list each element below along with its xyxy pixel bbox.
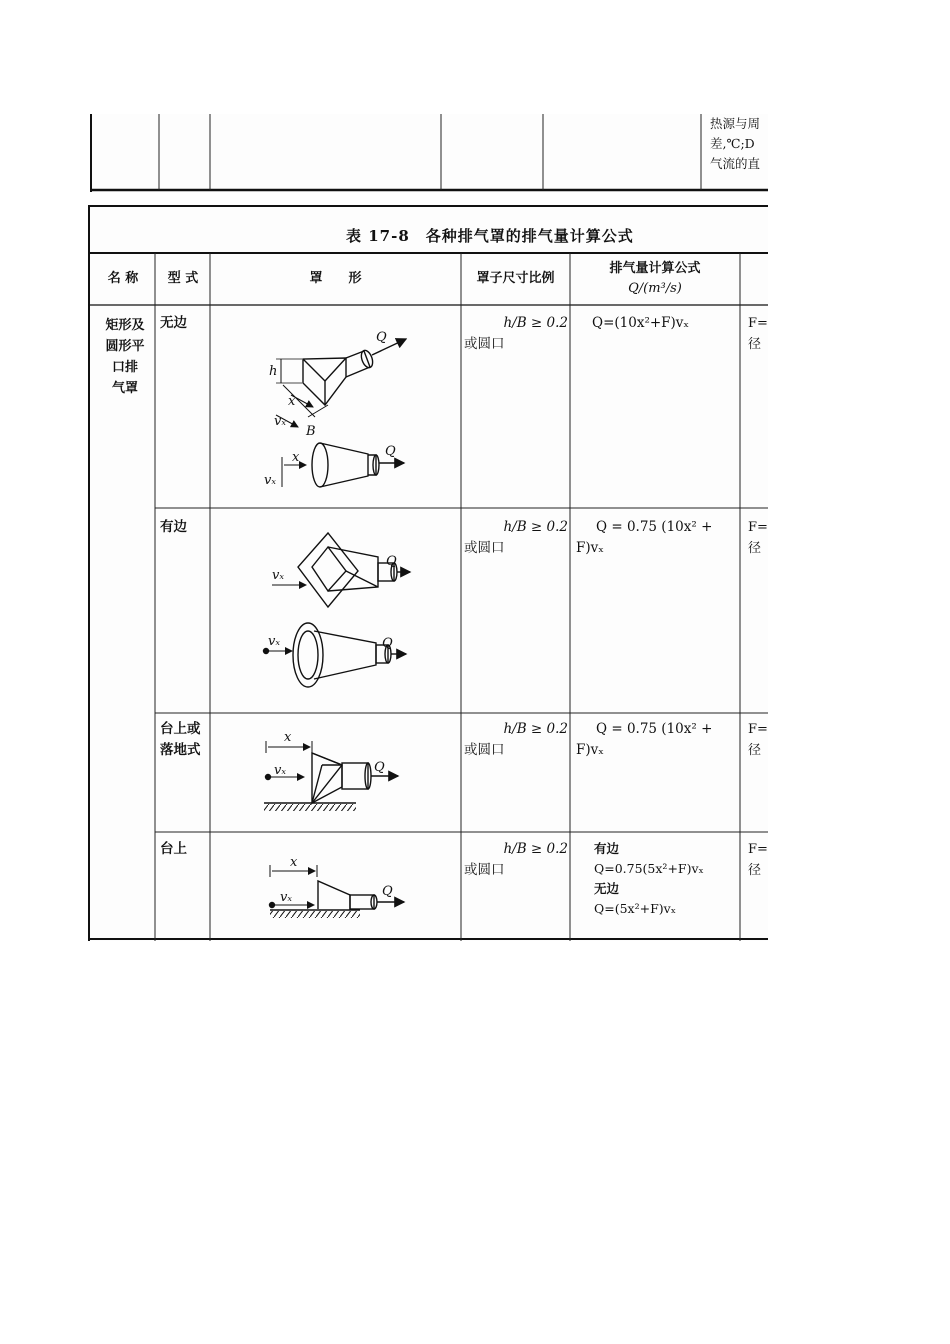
header-formula-line2: Q/(m³/s): [628, 281, 682, 296]
previous-table-grid: [90, 114, 768, 192]
label-vx: vₓ: [264, 473, 276, 488]
label-Q: Q: [385, 444, 396, 459]
cut-line: 径: [748, 541, 762, 556]
formula-line: Q=(10x²+F)vₓ: [592, 315, 690, 331]
label-B: B: [306, 424, 316, 439]
rect-hood-no-flange-diagram: [276, 339, 406, 427]
category-line: 口排: [111, 360, 138, 375]
cut-line: F=: [748, 316, 768, 331]
ratio-line: h/B ≥ 0.2: [503, 721, 568, 737]
exhaust-hood-table: [88, 205, 768, 941]
label-vx: vₓ: [280, 890, 292, 905]
cut-line: F=: [748, 842, 768, 857]
category-line: 矩形及: [105, 318, 145, 333]
label-vx: vₓ: [272, 568, 284, 583]
label-x: x: [288, 394, 296, 409]
round-hood-with-flange-diagram: [264, 623, 407, 687]
cut-line: F=: [748, 520, 768, 535]
cut-line: F=: [748, 722, 768, 737]
type-line: 无边: [160, 315, 187, 331]
formula-line: Q=0.75(5x²+F)vₓ: [594, 861, 704, 876]
formula-line: Q=(5x²+F)vₓ: [594, 901, 676, 916]
ratio-line: h/B ≥ 0.2: [503, 841, 568, 857]
label-Q: Q: [386, 554, 397, 569]
type-line: 有边: [160, 519, 187, 535]
label-h: h: [269, 364, 278, 379]
label-x: x: [284, 730, 292, 745]
label-vx: vₓ: [274, 763, 286, 778]
label-Q: Q: [376, 330, 387, 345]
label-vx: vₓ: [274, 414, 286, 429]
formula-line: Q = 0.75 (10x² +: [596, 721, 713, 737]
category-line: 圆形平: [105, 339, 145, 354]
cut-line: 径: [748, 863, 762, 878]
rect-hood-with-flange-diagram: [272, 533, 410, 607]
header-ratio: 罩子尺寸比例: [476, 271, 555, 286]
type-line: 台上: [160, 841, 187, 857]
formula-line: 无边: [594, 881, 620, 896]
label-vx: vₓ: [268, 634, 280, 649]
header-shape: 罩 形: [309, 271, 362, 286]
cut-line: 径: [748, 337, 762, 352]
ratio-line: h/B ≥ 0.2: [503, 315, 568, 331]
fragment-line: 差,℃;D: [710, 136, 755, 151]
previous-table-fragment: [90, 114, 768, 192]
header-type: 型 式: [167, 271, 199, 286]
label-Q: Q: [382, 884, 393, 899]
ratio-line: h/B ≥ 0.2: [503, 519, 568, 535]
cut-line: 径: [748, 743, 762, 758]
fragment-line: 热源与周: [710, 116, 761, 131]
header-formula-line1: 排气量计算公式: [609, 261, 701, 276]
table-title: 表 17-8 各种排气罩的排气量计算公式: [346, 227, 634, 245]
formula-line: F)vₓ: [576, 540, 604, 556]
ratio-line: 或圆口: [464, 336, 505, 352]
ratio-line: 或圆口: [464, 540, 505, 556]
label-x: x: [290, 855, 298, 870]
fragment-line: 气流的直: [710, 156, 761, 171]
hood-diagrams: [88, 205, 768, 941]
label-Q: Q: [382, 636, 393, 651]
label-x: x: [292, 450, 300, 465]
ratio-line: 或圆口: [464, 862, 505, 878]
formula-line: Q = 0.75 (10x² +: [596, 519, 713, 535]
formula-line: F)vₓ: [576, 742, 604, 758]
category-line: 气罩: [111, 381, 138, 396]
ratio-line: 或圆口: [464, 742, 505, 758]
fragment-text: [710, 114, 760, 174]
formula-line: 有边: [594, 841, 620, 856]
type-line: 落地式: [160, 742, 201, 758]
label-Q: Q: [374, 760, 385, 775]
header-name: 名 称: [107, 271, 139, 286]
type-line: 台上或: [160, 721, 201, 737]
